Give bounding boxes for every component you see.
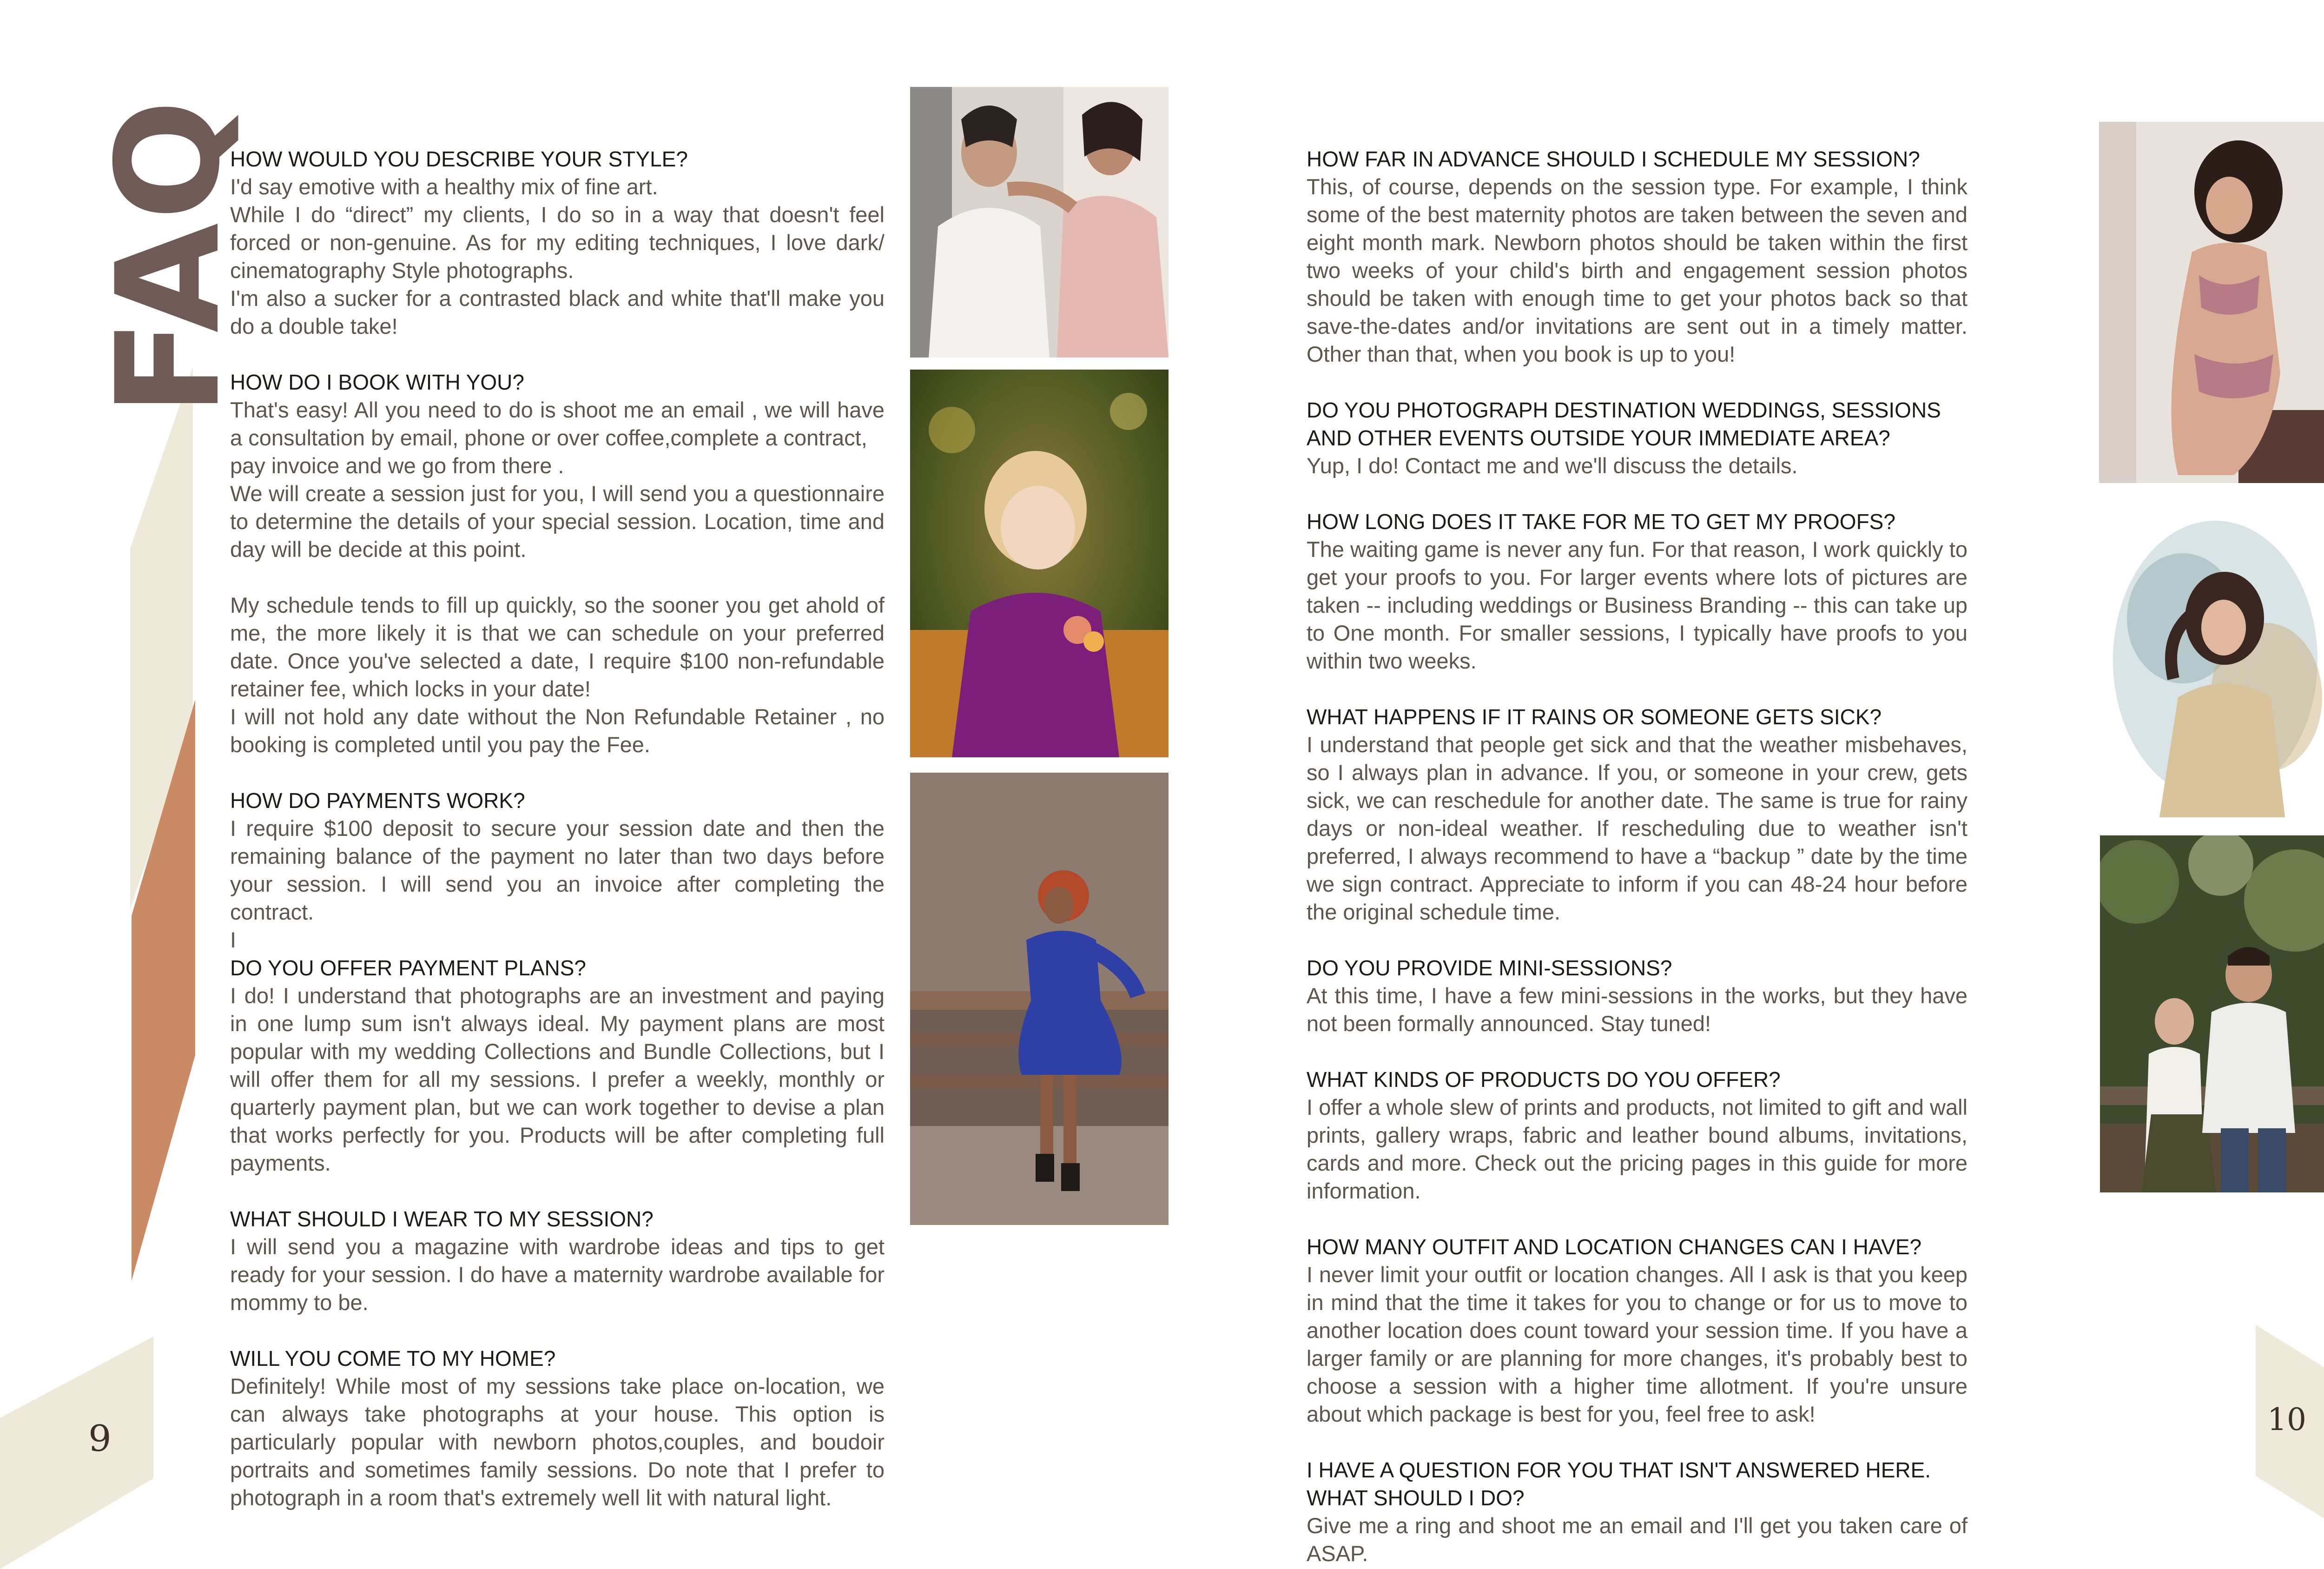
left-faq-column <box>230 145 885 1540</box>
faq-answer: Give me a ring and shoot me an email and I'll get you taken care of ASAP. <box>1307 1513 1967 1566</box>
faq-question: DO YOU PROVIDE MINI-SESSIONS? <box>1307 956 1672 980</box>
faq-answer: I understand that people get sick and that the weather misbehaves, so I always plan in advance. If you, or someone in your crew, gets sick, we can reschedule for another date. The same is true for rainy days or non-ideal weather. If rescheduling due to weather isn't preferred, I always recommend to have a “backup ” date by the time we sign contract. Appreciate to inform if you can 48-24 hour before the original schedule time. <box>1307 732 1967 924</box>
faq-title: FAQ <box>86 97 251 416</box>
faq-answer: I require $100 deposit to secure your session date and then the remaining balance of the payment no later than two days before your session. I will send you an invoice after completing the contract. I <box>230 816 885 952</box>
faq-item <box>1307 508 1967 675</box>
photo-bride-and-mother <box>910 87 1169 357</box>
faq-item <box>230 368 885 759</box>
faq-question: HOW DO I BOOK WITH YOU? <box>230 370 524 394</box>
faq-item <box>230 1344 885 1512</box>
faq-item <box>1307 703 1967 926</box>
faq-question: WHAT HAPPENS IF IT RAINS OR SOMEONE GETS SICK? <box>1307 705 1882 729</box>
right-faq-column <box>1307 145 1967 1569</box>
cream-corner-shape <box>0 1337 153 1569</box>
photo-boudoir-portrait <box>2099 122 2324 483</box>
photo-woman-blue-dress <box>910 773 1169 1225</box>
faq-answer: The waiting game is never any fun. For that reason, I work quickly to get your proofs to you. For larger events where lots of pictures are taken -- including weddings or Business Branding -- this can take up to One month. For smaller sessions, I typically have proofs to you within two weeks. <box>1307 537 1967 673</box>
faq-question: WHAT KINDS OF PRODUCTS DO YOU OFFER? <box>1307 1067 1781 1092</box>
faq-answer: At this time, I have a few mini-sessions in the works, but they have not been formally announced. Stay tuned! <box>1307 983 1967 1036</box>
faq-question: I HAVE A QUESTION FOR YOU THAT ISN'T ANSWERED HERE. WHAT SHOULD I DO? <box>1307 1458 1931 1510</box>
faq-item <box>1307 1233 1967 1428</box>
faq-answer: Definitely! While most of my sessions take place on-location, we can always take photographs at your house. This option is particularly popular with newborn photos,couples, and boudoir portraits and sometimes family sessions. Do note that I prefer to photograph in a room that's extremely well lit with natural light. <box>230 1374 885 1510</box>
cream-corner-shape <box>2256 1325 2324 1569</box>
photo-couple <box>2100 835 2324 1192</box>
faq-answer: I offer a whole slew of prints and products, not limited to gift and wall prints, gallery wraps, fabric and leather bound albums, invitations, cards and more. Check out the pricing pages in this guide for more information. <box>1307 1095 1967 1203</box>
faq-answer: I will send you a magazine with wardrobe ideas and tips to get ready for your session. I do have a maternity wardrobe available for mommy to be. <box>230 1234 885 1315</box>
right-page <box>1203 0 2324 1569</box>
faq-item <box>230 787 885 954</box>
page-number-left: 9 <box>88 1418 112 1460</box>
faq-question: HOW LONG DOES IT TAKE FOR ME TO GET MY PROOFS? <box>1307 510 1895 534</box>
faq-question: HOW FAR IN ADVANCE SHOULD I SCHEDULE MY SESSION? <box>1307 147 1920 171</box>
faq-question: HOW MANY OUTFIT AND LOCATION CHANGES CAN I HAVE? <box>1307 1235 1922 1259</box>
faq-answer: Yup, I do! Contact me and we'll discuss the details. <box>1307 453 1798 478</box>
faq-item <box>230 954 885 1177</box>
faq-question: DO YOU PHOTOGRAPH DESTINATION WEDDINGS, SESSIONS AND OTHER EVENTS OUTSIDE YOUR IMMEDIATE AREA? <box>1307 398 1941 450</box>
faq-item <box>230 1205 885 1317</box>
photo-watercolor-portrait <box>2099 502 2324 817</box>
faq-item <box>1307 145 1967 368</box>
faq-item <box>1307 1456 1967 1568</box>
faq-item <box>1307 1066 1967 1205</box>
faq-item <box>1307 396 1967 480</box>
faq-question: DO YOU OFFER PAYMENT PLANS? <box>230 956 586 980</box>
faq-answer: That's easy! All you need to do is shoot me an email , we will have a consultation by email, phone or over coffee,complete a contract, pay invoice and we go from there . We will create a session just for you, I will send you a questionnaire to determine the details of your special session. Location, time and day will be decide at this point. My schedule tends to fill up quickly, so the sooner you get ahold of me, the more likely it is that we can schedule on your preferred date. Once you've selected a date, I require $100 non-refundable retainer fee, which locks in your date! I will not hold any date without the Non Refundable Retainer , no booking is completed until you pay the Fee. <box>230 397 885 757</box>
faq-answer: I'd say emotive with a healthy mix of fine art. While I do “direct” my clients, I do so in a way that doesn't feel forced or non-genuine. As for my editing techniques, I love dark/ cinematography Style photographs. I'm also a sucker for a contrasted black and white that'll make you do a double take! <box>230 174 885 338</box>
faq-question: WHAT SHOULD I WEAR TO MY SESSION? <box>230 1207 654 1231</box>
faq-question: HOW WOULD YOU DESCRIBE YOUR STYLE? <box>230 147 688 171</box>
faq-answer: I do! I understand that photographs are an investment and paying in one lump sum isn't always ideal. My payment plans are most popular with my wedding Collections and Bundle Collections, but I will offer them for all my sessions. I prefer a weekly, monthly or quarterly payment plan, but we can work together to devise a plan that works perfectly for you. Products will be after completing full payments. <box>230 983 885 1175</box>
faq-answer: I never limit your outfit or location changes. All I ask is that you keep in mind that the time it takes for you to change or for us to move to another location does count toward your session time. If you have a larger family or are planning for more changes, it's probably best to choose a session with a higher time allotment. If you're unsure about which package is best for you, feel free to ask! <box>1307 1262 1967 1426</box>
faq-item <box>230 145 885 340</box>
faq-question: HOW DO PAYMENTS WORK? <box>230 788 525 813</box>
page-number-right: 10 <box>2267 1402 2306 1437</box>
photo-toddler-girl <box>910 370 1169 757</box>
faq-item <box>1307 954 1967 1038</box>
faq-question: WILL YOU COME TO MY HOME? <box>230 1346 556 1370</box>
faq-answer: This, of course, depends on the session type. For example, I think some of the best maternity photos are taken between the seven and eight month mark. Newborn photos should be taken within the first two weeks of your child's birth and engagement session photos should be taken with enough time to get your photos back so that save-the-dates and/or invitations are sent out in a timely matter. Other than that, when you book is up to you! <box>1307 174 1967 366</box>
